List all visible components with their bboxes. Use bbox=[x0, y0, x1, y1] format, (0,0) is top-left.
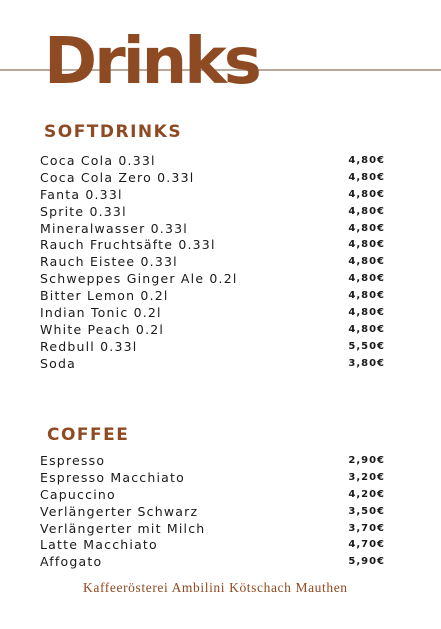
menu-item-price: 4,80€ bbox=[348, 239, 385, 251]
menu-item bbox=[40, 338, 385, 355]
menu-item-name: Sprite 0.33l bbox=[40, 203, 127, 219]
page-title: Drinks bbox=[44, 25, 259, 99]
menu-item-price: 4,80€ bbox=[348, 205, 385, 217]
menu-item-name: Affogato bbox=[40, 554, 103, 570]
menu-item bbox=[40, 520, 385, 537]
menu-item-name: Verlängerter Schwarz bbox=[40, 503, 199, 519]
menu-item bbox=[40, 452, 385, 469]
menu-item-name: Latte Macchiato bbox=[40, 537, 158, 553]
menu-item bbox=[40, 220, 385, 237]
menu-item bbox=[40, 355, 385, 372]
menu-item-price: 3,70€ bbox=[348, 522, 385, 534]
menu-item-price: 4,80€ bbox=[348, 306, 385, 318]
menu-item-price: 3,50€ bbox=[348, 505, 385, 517]
menu-item-price: 3,80€ bbox=[348, 357, 385, 369]
menu-item-price: 5,90€ bbox=[348, 556, 385, 568]
menu-item bbox=[40, 553, 385, 570]
menu-item-name: Bitter Lemon 0.2l bbox=[40, 288, 169, 304]
menu-item-name: Espresso bbox=[40, 452, 106, 468]
menu-item bbox=[40, 304, 385, 321]
menu-item-name: Fanta 0.33l bbox=[40, 186, 123, 202]
menu-item bbox=[40, 536, 385, 553]
menu-item-price: 5,50€ bbox=[348, 340, 385, 352]
menu-item-price: 2,90€ bbox=[348, 454, 385, 466]
menu-item-price: 4,80€ bbox=[348, 323, 385, 335]
menu-item bbox=[40, 270, 385, 287]
section-title-coffee: COFFEE bbox=[47, 425, 130, 445]
menu-item-name: Schweppes Ginger Ale 0.2l bbox=[40, 271, 238, 287]
menu-item-price: 4,80€ bbox=[348, 290, 385, 302]
menu-item bbox=[40, 321, 385, 338]
menu-item-price: 4,80€ bbox=[348, 154, 385, 166]
menu-item bbox=[40, 486, 385, 503]
menu-item bbox=[40, 469, 385, 486]
menu-item-name: White Peach 0.2l bbox=[40, 321, 165, 337]
menu-item-name: Verlängerter mit Milch bbox=[40, 520, 206, 536]
menu-item bbox=[40, 287, 385, 304]
menu-item-price: 4,80€ bbox=[348, 171, 385, 183]
menu-item-price: 4,80€ bbox=[348, 222, 385, 234]
menu-item bbox=[40, 186, 385, 203]
menu-item-price: 4,70€ bbox=[348, 539, 385, 551]
menu-item bbox=[40, 152, 385, 169]
menu-item-name: Rauch Fruchtsäfte 0.33l bbox=[40, 237, 216, 253]
menu-item-price: 4,80€ bbox=[348, 256, 385, 268]
menu-item-price: 3,20€ bbox=[348, 471, 385, 483]
menu-item-price: 4,20€ bbox=[348, 488, 385, 500]
menu-item-name: Espresso Macchiato bbox=[40, 469, 185, 485]
coffee-list bbox=[40, 452, 385, 570]
menu-item-name: Redbull 0.33l bbox=[40, 338, 138, 354]
menu-item bbox=[40, 236, 385, 253]
menu-item bbox=[40, 253, 385, 270]
section-title-softdrinks: SOFTDRINKS bbox=[44, 122, 183, 142]
menu-item-name: Rauch Eistee 0.33l bbox=[40, 254, 178, 270]
menu-item-name: Soda bbox=[40, 355, 76, 371]
menu-item bbox=[40, 503, 385, 520]
menu-item bbox=[40, 203, 385, 220]
menu-item-price: 4,80€ bbox=[348, 188, 385, 200]
menu-item-price: 4,80€ bbox=[348, 273, 385, 285]
menu-item-name: Coca Cola 0.33l bbox=[40, 152, 156, 168]
menu-item-name: Coca Cola Zero 0.33l bbox=[40, 169, 195, 185]
footer-roastery-name: Kaffeerösterei Ambilini Kötschach Mauthen bbox=[83, 580, 348, 595]
menu-item-name: Indian Tonic 0.2l bbox=[40, 304, 162, 320]
softdrinks-list bbox=[40, 152, 385, 372]
menu-item bbox=[40, 169, 385, 186]
menu-item-name: Capuccino bbox=[40, 486, 116, 502]
menu-item-name: Mineralwasser 0.33l bbox=[40, 220, 188, 236]
